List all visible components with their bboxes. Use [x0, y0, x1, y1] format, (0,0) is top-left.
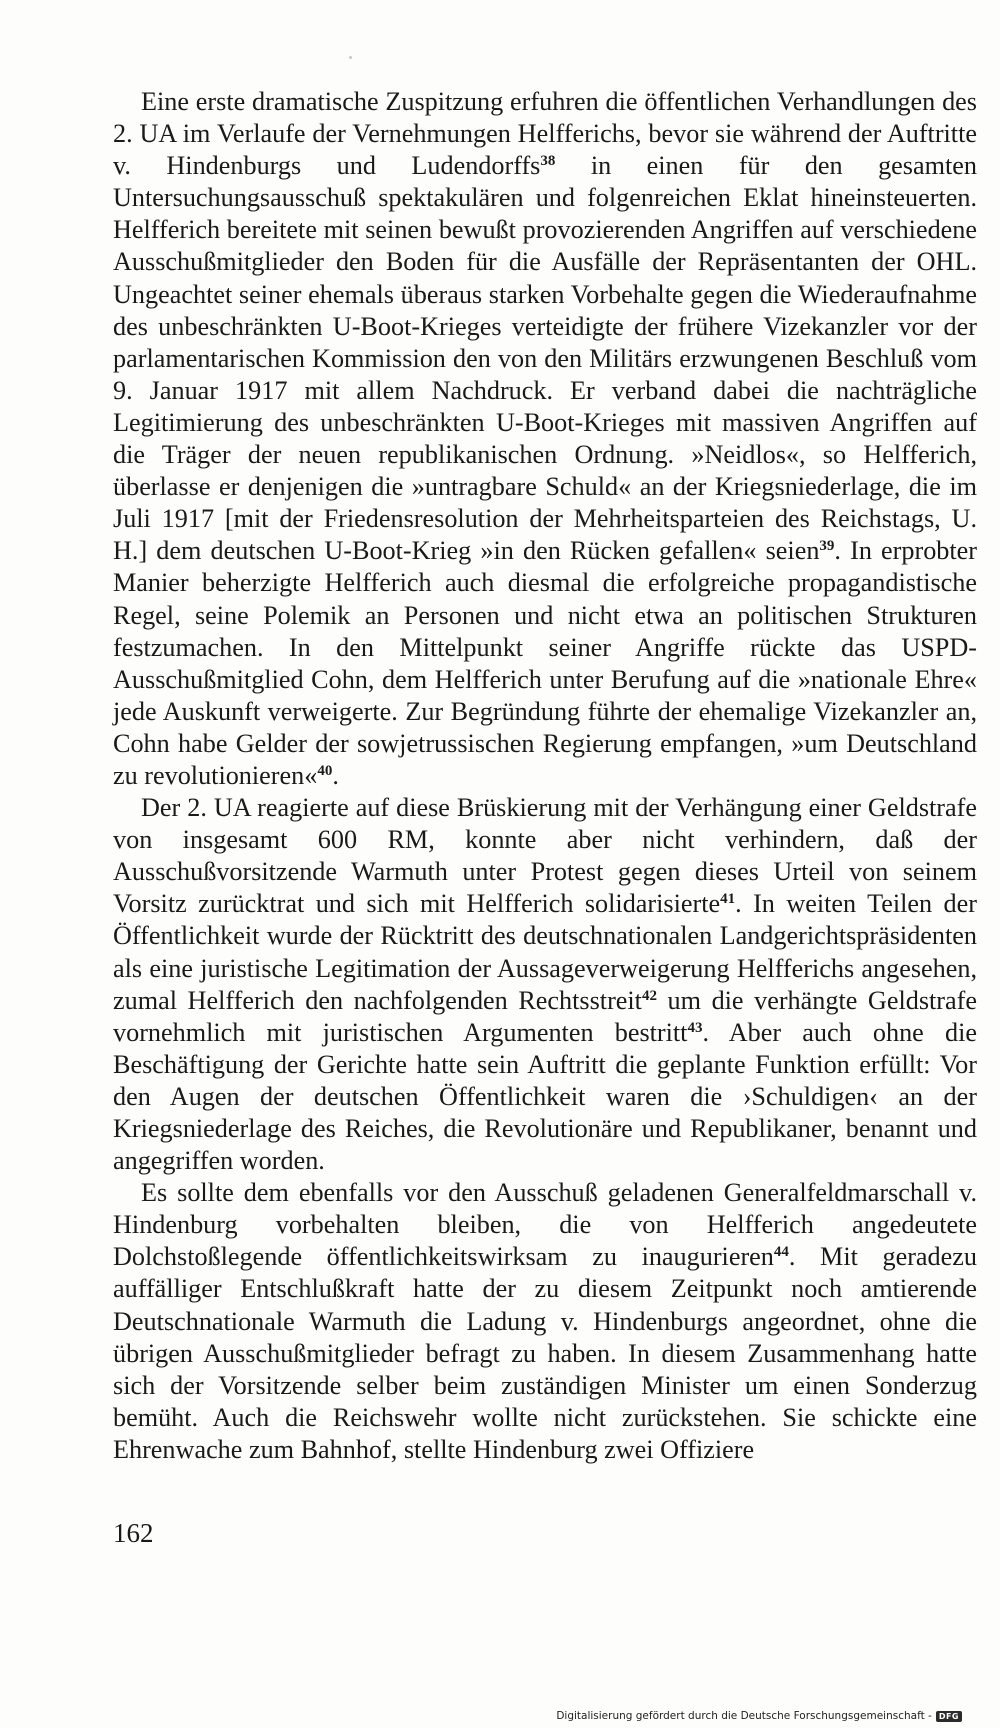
text-run: .: [332, 760, 339, 790]
text-run: . Aber auch ohne die Beschäftigung der Gerichte hatte sein Auftritt die geplante Funktion erfüllt: Vor den Augen der deutschen Öffentlichkeit waren die ›Schuldigen‹ an der Kriegsniederlage des Reiches, die Revolutionäre und Republikaner, benannt und angegriffen worden.: [113, 1017, 977, 1176]
footnote-marker: 39: [819, 538, 835, 555]
footnote-marker: 44: [773, 1244, 789, 1261]
text-run: Eine erste dramatische Zuspitzung erfuhren die öffentlichen Verhandlungen des 2. UA im Verlaufe der Vernehmungen Helfferichs, bevor sie während der Auftritte v. Hindenburgs und Ludendorffs: [113, 87, 977, 181]
text-run: Es sollte dem ebenfalls vor den Ausschuß geladenen Generalfeldmarschall v. Hindenburg vorbehalten bleiben, die von Helfferich angedeutete Dolchstoßlegende öffentlichkeitswirksam zu inaugurieren: [113, 1178, 977, 1272]
body-text: [113, 86, 977, 1466]
text-run: um die verhängte Geldstrafe vornehmlich mit juristischen Argumenten bestritt: [113, 985, 977, 1047]
paragraph: [113, 792, 977, 1177]
text-run: . In erprobter Manier beherzigte Helfferich auch diesmal die erfolgreiche propagandistische Regel, seine Polemik an Personen und nicht etwa an politischen Strukturen festzumachen. In den Mittelpunkt seiner Angriffe rückte das USPD-Ausschußmitglied Cohn, dem Helfferich unter Berufung auf die »nationale Ehre« jede Auskunft verweigerte. Zur Begründung führte der ehemalige Vizekanzler an, Cohn habe Gelder der sowjetrussischen Regierung empfangen, »um Deutschland zu revolutionieren«: [113, 536, 978, 790]
credit-text: Digitalisierung gefördert durch die Deutsche Forschungsgemeinschaft -: [556, 1710, 932, 1722]
footnote-marker: 43: [687, 1019, 703, 1036]
footnote-marker: 38: [540, 153, 556, 170]
text-run: Der 2. UA reagierte auf diese Brüskierung mit der Verhängung einer Geldstrafe von insgesamt 600 RM, konnte aber nicht verhindern, daß der Ausschußvorsitzende Warmuth unter Protest gegen dieses Urteil von seinem Vorsitz zurücktrat und sich mit Helfferich solidarisierte: [113, 793, 977, 919]
digitization-credit: [556, 1710, 962, 1722]
paragraph: [113, 1177, 977, 1466]
dfg-logo: DFG: [936, 1711, 962, 1722]
footnote-marker: 41: [720, 891, 736, 908]
text-run: in einen für den gesamten Untersuchungsausschuß spektakulären und folgenreichen Eklat hineinsteuerten. Helfferich bereitete mit seinen bewußt provozierenden Angriffen auf verschiedene Ausschußmitglieder den Boden für die Ausfälle der Repräsentanten der OHL. Ungeachtet seiner ehemals überaus starken Vorbehalte gegen die Wiederaufnahme des unbeschränkten U-Boot-Krieges verteidigte der frühere Vizekanzler vor der parlamentarischen Kommission den von den Militärs erzwungenen Beschluß vom 9. Januar 1917 mit allem Nachdruck. Er verband dabei die nachträgliche Legitimierung des unbeschränkten U-Boot-Krieges mit massiven Angriffen auf die Träger der neuen republikanischen Ordnung. »Neidlos«, so Helfferich, überlasse er denjenigen die »untragbare Schuld« an der Kriegsniederlage, die im Juli 1917 [mit der Friedensresolution der Mehrheitsparteien des Reichstags, U. H.] dem deutschen U-Boot-Krieg »in den Rücken gefallen« seien: [113, 151, 977, 566]
footnote-marker: 40: [317, 762, 333, 779]
footnote-marker: 42: [641, 987, 657, 1004]
paragraph: [113, 86, 977, 792]
text-run: . Mit geradezu auffälliger Entschlußkraft hatte der zu diesem Zeitpunkt noch amtierende Deutschnationale Warmuth die Ladung v. Hindenburgs angeordnet, ohne die übrigen Ausschußmitglieder befragt zu haben. In diesem Zusammenhang hatte sich der Vorsitzende selber beim zuständigen Minister um einen Sonderzug bemüht. Auch die Reichswehr wollte nicht zurückstehen. Sie schickte eine Ehrenwache zum Bahnhof, stellte Hindenburg zwei Offiziere: [113, 1242, 977, 1464]
page-number: 162: [113, 1518, 154, 1548]
text-run: . In weiten Teilen der Öffentlichkeit wurde der Rücktritt des deutschnationalen Landgerichtspräsidenten als eine juristische Legitimation der Aussageverweigerung Helfferichs angesehen, zumal Helfferich den nachfolgenden Rechtsstreit: [113, 889, 977, 1015]
scan-speck: [349, 56, 352, 59]
